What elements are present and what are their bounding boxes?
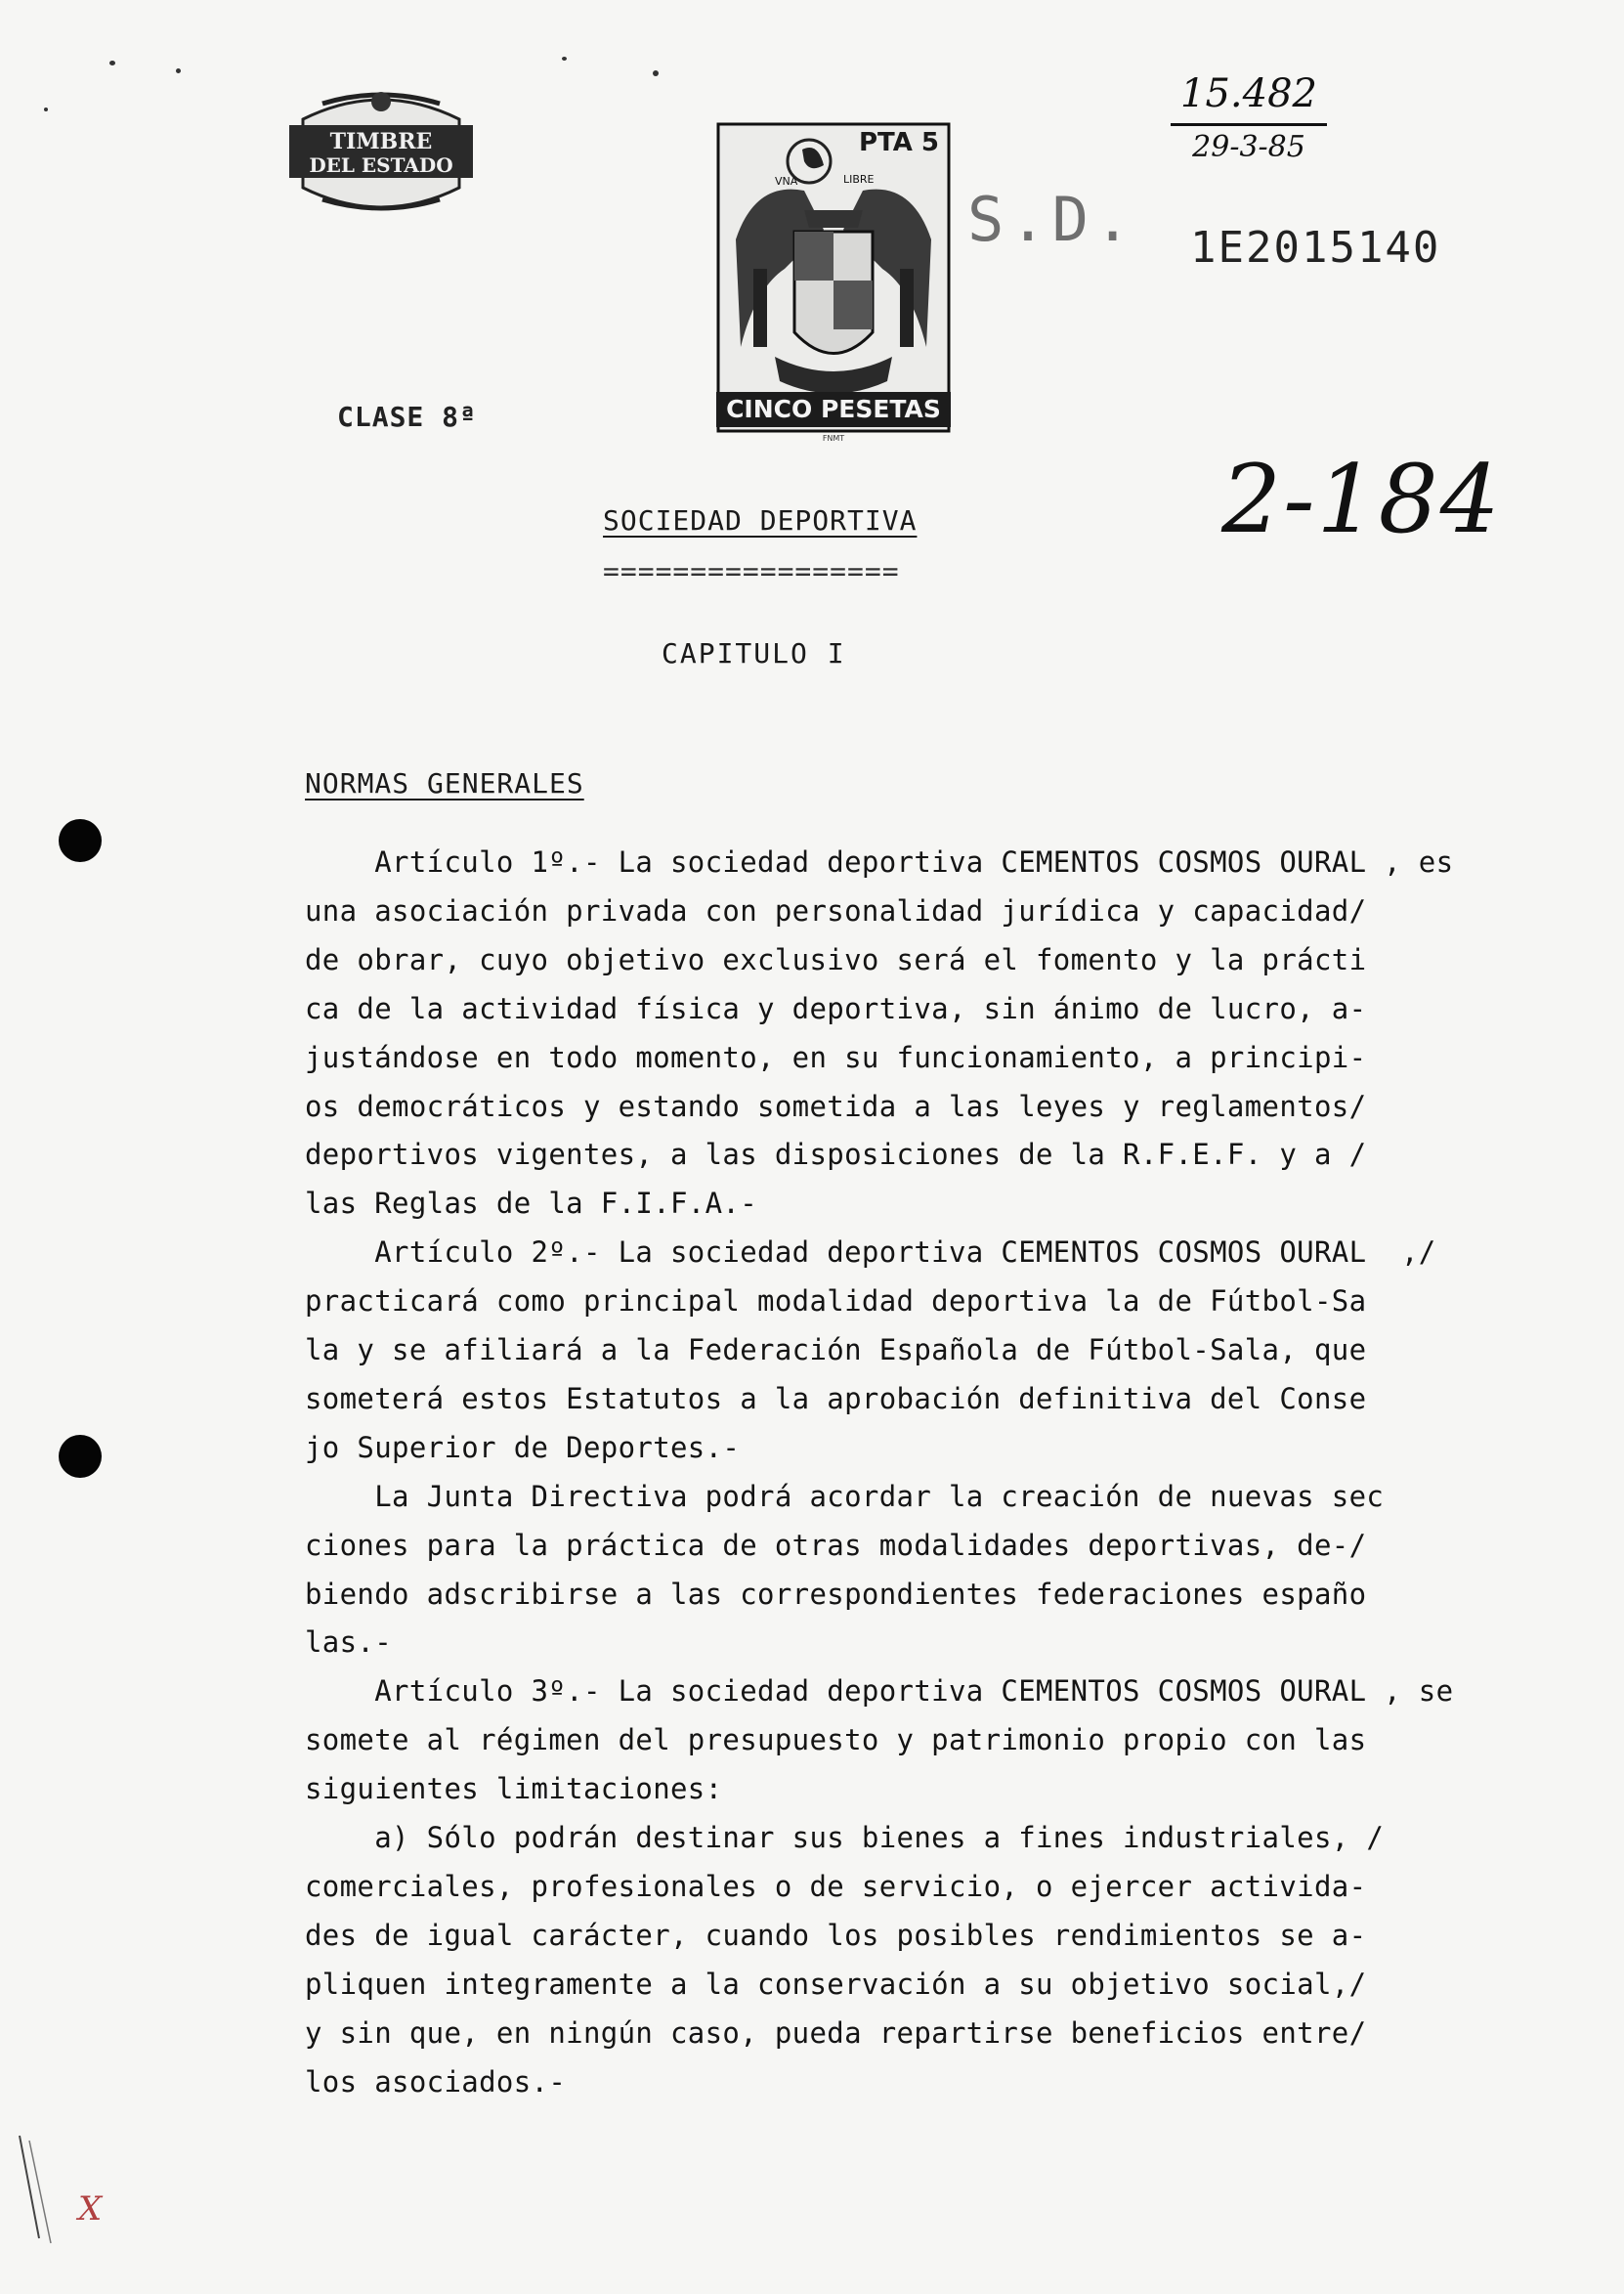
stamp-denomination: PTA 5	[858, 128, 939, 157]
body-line: Artículo 3º.- La sociedad deportiva CEMENTOS COSMOS OURAL , se	[305, 1674, 1454, 1709]
body-line: las Reglas de la F.I.F.A.-	[305, 1187, 758, 1221]
paper-speck	[176, 68, 181, 73]
body-line: des de igual carácter, cuando los posibles rendimientos se a-	[305, 1918, 1367, 1952]
body-line: una asociación privada con personalidad jurídica y capacidad/	[305, 893, 1367, 928]
cinco-pesetas-stamp	[716, 122, 951, 443]
serial-number: 1E2015140	[1190, 223, 1441, 273]
stamp-printer: FNMT	[822, 434, 845, 443]
body-line: someterá estos Estatutos a la aprobación definitiva del Conse	[305, 1381, 1367, 1415]
body-line: la y se afiliará a la Federación Española de Fútbol-Sala, que	[305, 1333, 1367, 1366]
svg-text:LIBRE: LIBRE	[843, 173, 875, 186]
body-line: practicará como principal modalidad deportiva la de Fútbol-Sa	[305, 1284, 1367, 1319]
body-line: Artículo 1º.- La sociedad deportiva CEMENTOS COSMOS OURAL , es	[305, 845, 1454, 879]
stamp-caption: CINCO PESETAS	[716, 392, 951, 427]
margin-scratch	[10, 2131, 68, 2248]
timbre-del-estado-badge	[283, 90, 479, 217]
body-line: Artículo 2º.- La sociedad deportiva CEMENTOS COSMOS OURAL ,/	[305, 1235, 1436, 1270]
paper-speck	[562, 57, 567, 61]
section-heading: NORMAS GENERALES	[305, 767, 584, 800]
body-line: a) Sólo podrán destinar sus bienes a fines industriales, /	[305, 1821, 1385, 1854]
paper-speck	[653, 70, 659, 76]
svg-text:VNA: VNA	[775, 175, 798, 188]
sd-mark: S.D.	[967, 184, 1137, 255]
document-title: SOCIEDAD DEPORTIVA	[603, 504, 918, 537]
body-line: ciones para la práctica de otras modalidades deportivas, de-/	[305, 1528, 1367, 1562]
body-line: La Junta Directiva podrá acordar la creación de nuevas sec	[305, 1479, 1385, 1513]
title-rule: =================	[603, 555, 900, 587]
body-line: pliquen integramente a la conservación a su objetivo social,/	[305, 1967, 1367, 2001]
stamp-frame	[716, 122, 951, 433]
chapter-heading: CAPITULO I	[662, 637, 846, 670]
body-line: comerciales, profesionales o de servicio, o ejercer activida-	[305, 1869, 1367, 1903]
body-line: jo Superior de Deportes.-	[305, 1430, 741, 1464]
body-line: las.-	[305, 1625, 393, 1660]
paper-speck	[44, 108, 48, 111]
body-line: y sin que, en ningún caso, pueda repartirse beneficios entre/	[305, 2015, 1367, 2050]
body-line: somete al régimen del presupuesto y patrimonio propio con las	[305, 1723, 1367, 1757]
punch-hole-bottom	[59, 1435, 102, 1478]
handwritten-reference	[1171, 68, 1327, 169]
body-line: siguientes limitaciones:	[305, 1772, 723, 1806]
body-line: biendo adscribirse a las correspondientes federaciones españo	[305, 1577, 1367, 1611]
handwritten-ref-date: 29-3-85	[1192, 130, 1305, 164]
body-line: de obrar, cuyo objetivo exclusivo será el fomento y la prácti	[305, 942, 1367, 976]
body-line: deportivos vigentes, a las disposiciones de la R.F.E.F. y a /	[305, 1138, 1367, 1172]
paper-speck	[109, 61, 115, 65]
margin-mark: X	[78, 2189, 103, 2229]
body-line: justándose en todo momento, en su funcionamiento, a principi-	[305, 1040, 1367, 1074]
clase-label: CLASE 8ª	[337, 401, 477, 433]
body-line: ca de la actividad física y deportiva, sin ánimo de lucro, a-	[305, 991, 1367, 1025]
timbre-line2: DEL ESTADO	[309, 153, 453, 177]
body-line: os democráticos y estando sometida a las leyes y reglamentos/	[305, 1089, 1367, 1123]
body-line: los asociados.-	[305, 2064, 567, 2099]
handwritten-ref-number: 15.482	[1171, 68, 1327, 126]
handwritten-code: 2-184	[1221, 445, 1502, 554]
timbre-line1: TIMBRE	[329, 129, 433, 154]
punch-hole-top	[59, 819, 102, 862]
